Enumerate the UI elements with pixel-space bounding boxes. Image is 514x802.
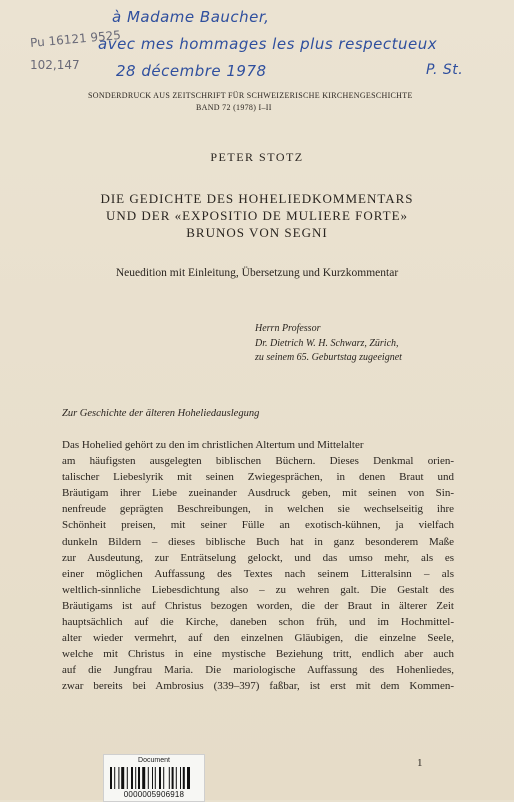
title-line-2: UND DER «EXPOSITIO DE MULIERE FORTE» bbox=[105, 208, 409, 223]
body-line: Das Hohelied gehört zu den im christlichen Altertum und Mittelalter bbox=[62, 439, 364, 451]
section-heading: Zur Geschichte der älteren Hoheliedauslegung bbox=[62, 408, 260, 419]
body-line: am häufigsten ausgelegten biblischen Büchern. Dieses Denkmal orien- bbox=[62, 455, 454, 468]
body-line: dunkeln Bildern – dieses biblische Buch hat in ganz besonderem Maße bbox=[62, 535, 454, 548]
volume-line: BAND 72 (1978) I–II bbox=[196, 103, 272, 112]
dedication-line-2: Dr. Dietrich W. H. Schwarz, Zürich, bbox=[255, 337, 399, 349]
page-number: 1 bbox=[417, 757, 423, 769]
body-line: auf die Jungfrau Maria. Die mariologische Auffassung des Hohenliedes, bbox=[62, 664, 454, 677]
barcode-sticker bbox=[103, 754, 205, 802]
pencil-note-number: 102,147 bbox=[30, 58, 80, 72]
author-name: PETER STOTZ bbox=[210, 150, 304, 164]
handwritten-dedication-line2: avec mes hommages les plus respectueux bbox=[98, 35, 438, 53]
handwritten-dedication-line1: à Madame Baucher, bbox=[112, 8, 270, 26]
handwritten-initials: P. St. bbox=[426, 62, 464, 78]
barcode-number: 0000005906918 bbox=[123, 790, 185, 799]
offprint-header: SONDERDRUCK AUS ZEITSCHRIFT FÜR SCHWEIZERISCHE KIRCHENGESCHICHTE bbox=[88, 91, 413, 100]
title-line-3: BRUNOS VON SEGNI bbox=[186, 225, 328, 240]
dedication-line-1: Herrn Professor bbox=[255, 323, 321, 334]
body-line: einer möglichen Auffassung des Textes nach seinem Litteralsinn – als bbox=[62, 567, 454, 580]
body-line: zwar bereits bei Ambrosius (339–397) faßbar, ist erst mit dem Kommen- bbox=[62, 680, 454, 693]
body-line: hauptsächlich auf die Kirche, daneben schon früh, und im Hochmittel- bbox=[62, 616, 454, 629]
body-line: Schönheit preisen, mit seiner Fülle an exotisch-kühnen, ja vielfach bbox=[62, 519, 454, 532]
title-line-1: DIE GEDICHTE DES HOHELIEDKOMMENTARS bbox=[100, 191, 414, 206]
printed-dedication bbox=[255, 322, 402, 366]
dedication-line-3: zu seinem 65. Geburtstag zugeeignet bbox=[255, 352, 402, 363]
body-line: Bräutigam ihrer Liebe zueinander Ausdruck geben, mit seinen von Sin- bbox=[62, 487, 454, 500]
body-line: zur Ausdeutung, zur Enträtselung gelockt, und das umso mehr, als es bbox=[62, 551, 454, 564]
barcode-icon bbox=[110, 767, 198, 789]
body-line: Bräutigams ist auf Christus bezogen worden, die der Braut in älterer Zeit bbox=[62, 599, 454, 612]
body-line: nenfreude geprägten Beschreibungen, in welchen sie wechselseitig ihre bbox=[62, 503, 454, 516]
body-line: weltlich-sinnliche Liebesdichtung also – zu wehren galt. Die Gestalt des bbox=[62, 583, 454, 596]
body-paragraph bbox=[62, 437, 454, 695]
article-subtitle: Neuedition mit Einleitung, Übersetzung und Kurzkommentar bbox=[115, 267, 399, 279]
handwritten-dedication-date: 28 décembre 1978 bbox=[116, 62, 267, 80]
pencil-note-shelfmark: Pu 16121 9525 bbox=[29, 28, 122, 50]
body-line: alter wieder vermehrt, auf den einzelnen Gläubigen, die einzelne Seele, bbox=[62, 632, 454, 645]
sticker-label: Document bbox=[138, 757, 170, 764]
body-line: talischer Liebeslyrik mit seinen Zwiegesprächen, in denen Braut und bbox=[62, 471, 454, 484]
body-line: welche mit Christus in eine mystische Beziehung tritt, endlich aber auch bbox=[62, 648, 454, 661]
article-title bbox=[0, 190, 514, 241]
